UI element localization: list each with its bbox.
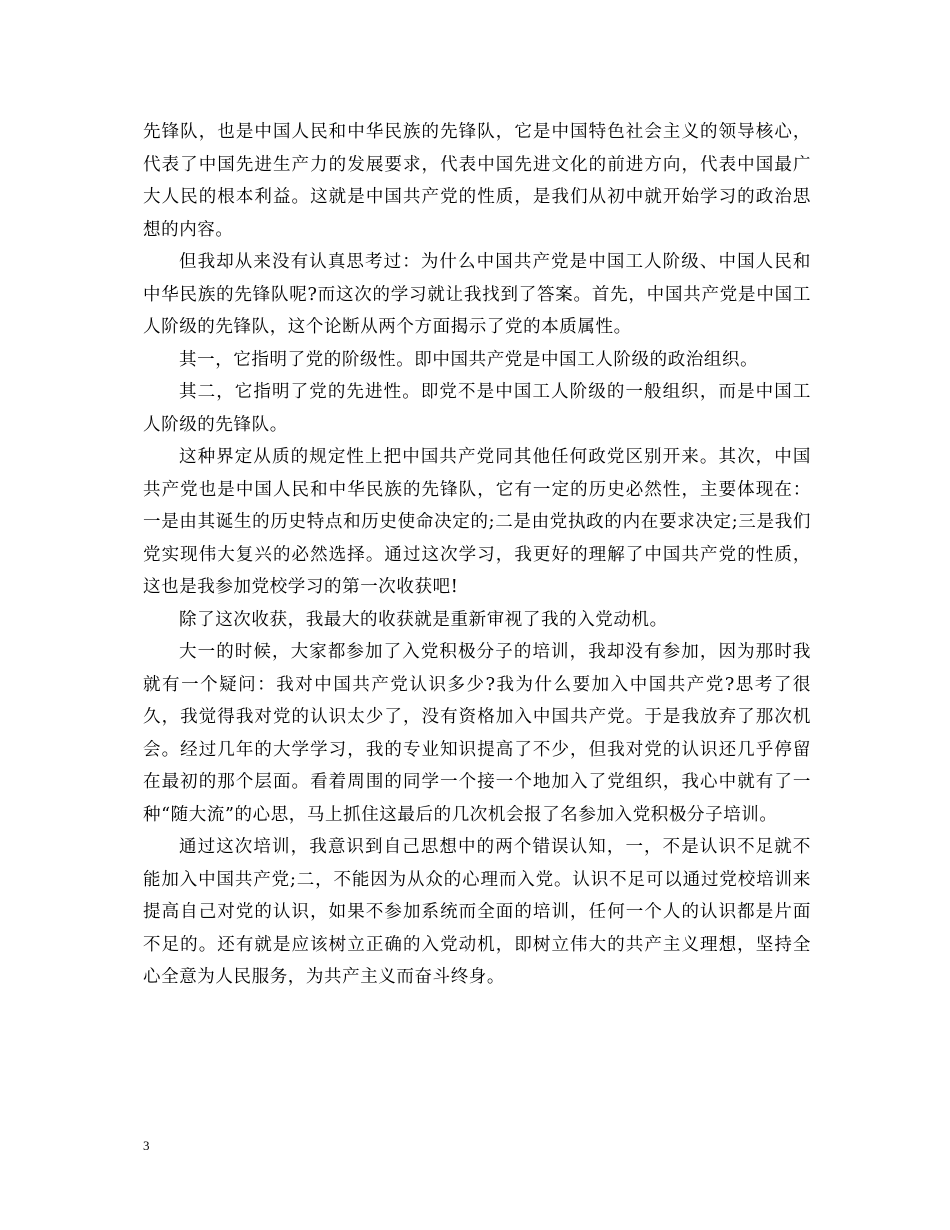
paragraph-line: 次机会。经过几年的大学学习，我的专业知识提高了不少，但我对党的认识还几 xyxy=(143,707,811,760)
paragraph-line: 在：一是由其诞生的历史特点和历史使命决定的;二是由党执政的内在要求决定; xyxy=(143,479,811,532)
paragraph-line: 其二，它指明了党的先进性。即党不是中国工人阶级的一般组织，而是中国 xyxy=(179,382,793,402)
paragraph xyxy=(143,376,811,441)
paragraph-line: 三是我们党实现伟大复兴的必然选择。通过这次学习，我更好的理解了中国共产 xyxy=(143,512,811,565)
paragraph xyxy=(143,636,811,831)
paragraph xyxy=(143,344,811,377)
paragraph-line: 乎停留在最初的那个层面。看着周围的同学一个接一个地加入了党组织，我心中 xyxy=(143,739,811,792)
paragraph-line: 其一，它指明了党的阶级性。即中国共产党是中国工人阶级的政治组织。 xyxy=(179,349,759,370)
paragraph-line: 不能加入中国共产党;二，不能因为从众的心理而入党。认识不足可以通过党校培 xyxy=(143,837,811,890)
paragraph-line: 通过这次培训，我意识到自己思想中的两个错误认知，一，不是认识不足就 xyxy=(179,837,793,857)
paragraph-line: 是片面不足的。还有就是应该树立正确的入党动机，即树立伟大的共产主义理想， xyxy=(143,902,811,955)
paragraph-line: 党的性质，这也是我参加党校学习的第一次收获吧! xyxy=(143,544,811,597)
paragraph-line: 国工人阶级的先锋队，这个论断从两个方面揭示了党的本质属性。 xyxy=(143,284,811,337)
paragraph-line: 这种界定从质的规定性上把中国共产党同其他任何政党区别开来。其次，中 xyxy=(179,447,793,467)
paragraph-line: 分子培训。 xyxy=(687,804,778,825)
paragraph xyxy=(143,604,811,637)
paragraph-line: 但我却从来没有认真思考过：为什么中国共产党是中国工人阶级、中国人民 xyxy=(179,252,793,272)
paragraph-line: 我就有一个疑问：我对中国共产党认识多少?我为什么要加入中国共产党?思考了 xyxy=(143,642,811,695)
page-number: 3 xyxy=(143,1138,150,1153)
paragraph-line: 国共产党也是中国人民和中华民族的先锋队，它有一定的历史必然性，主要体现 xyxy=(143,447,811,500)
paragraph-line: 工人阶级的先锋队。 xyxy=(143,382,811,435)
paragraph xyxy=(143,831,811,994)
paragraph xyxy=(143,441,811,604)
paragraph-line: 除了这次收获，我最大的收获就是重新审视了我的入党动机。 xyxy=(179,609,668,630)
paragraph-line: 代表了中国先进生产力的发展要求，代表中国先进文化的前进方向，代表中国最 xyxy=(143,154,793,175)
paragraph-line: 大一的时候，大家都参加了入党积极分子的培训，我却没有参加，因为那时 xyxy=(179,642,793,662)
paragraph-line: 广大人民的根本利益。这就是中国共产党的性质，是我们从初中就开始学习的政 xyxy=(143,154,811,207)
paragraph-line: 就有了一种“随大流”的心思，马上抓住这最后的几次机会报了名参加入党积极 xyxy=(143,772,811,825)
paragraph-line: 治思想的内容。 xyxy=(143,187,811,240)
paragraph-line: 训来提高自己对党的认识，如果不参加系统而全面的培训，任何一个人的认识都 xyxy=(143,869,811,922)
paragraph-line: 坚持全心全意为人民服务，为共产主义而奋斗终身。 xyxy=(143,934,811,987)
paragraph-line: 很久，我觉得我对党的认识太少了，没有资格加入中国共产党。于是我放弃了那 xyxy=(143,674,811,727)
paragraph-line: 先锋队，也是中国人民和中华民族的先锋队，它是中国特色社会主义的领导核心， xyxy=(143,122,811,142)
paragraph-line: 和中华民族的先锋队呢?而这次的学习就让我找到了答案。首先，中国共产党是中 xyxy=(143,252,811,305)
paragraph xyxy=(143,116,811,246)
paragraph xyxy=(143,246,811,344)
document-body xyxy=(143,116,811,994)
